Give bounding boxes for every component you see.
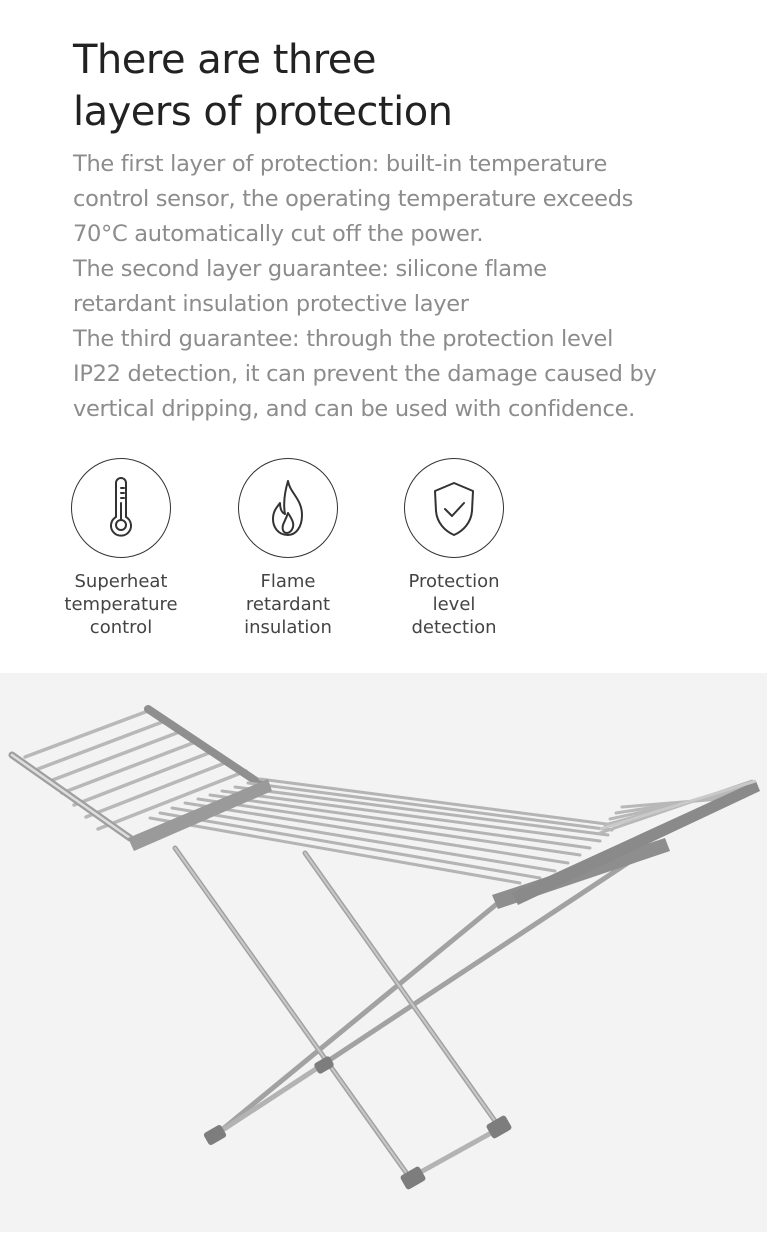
feature-label-line: Superheat (74, 571, 168, 592)
feature-label-line: level (432, 594, 476, 615)
feature-icon-circle (238, 458, 338, 558)
description-line: retardant insulation protective layer (73, 291, 469, 317)
feature-label-line: Protection (408, 571, 500, 592)
feature-label-line: insulation (244, 617, 332, 638)
headline-line-2: layers of protection (73, 89, 453, 135)
feature-label (218, 570, 358, 639)
description-line: IP22 detection, it can prevent the damage caused by (73, 361, 657, 387)
feature-icon-circle (404, 458, 504, 558)
headline (73, 34, 453, 138)
description-line: control sensor, the operating temperature exceeds (73, 186, 634, 212)
thermometer-icon (91, 473, 151, 543)
feature-protection-level-detection (384, 458, 524, 639)
headline-line-1: There are three (73, 37, 377, 83)
description-line: The second layer guarantee: silicone flame (73, 256, 547, 282)
description-line: vertical dripping, and can be used with confidence. (73, 396, 635, 422)
protection-description (73, 147, 713, 427)
feature-label-line: Flame (260, 571, 316, 592)
feature-label-line: temperature (64, 594, 178, 615)
feature-label (51, 570, 191, 639)
flame-icon (258, 473, 318, 543)
drying-rack-illustration (0, 673, 767, 1232)
feature-label-line: retardant (245, 594, 331, 615)
description-line: The first layer of protection: built-in temperature (73, 151, 608, 177)
shield-check-icon (424, 473, 484, 543)
description-line: 70°C automatically cut off the power. (73, 221, 484, 247)
feature-icon-circle (71, 458, 171, 558)
product-photo-drying-rack (0, 673, 767, 1232)
feature-label-line: control (89, 617, 153, 638)
feature-flame-retardant-insulation (218, 458, 358, 639)
feature-label-line: detection (411, 617, 497, 638)
description-line: The third guarantee: through the protection level (73, 326, 614, 352)
feature-label (384, 570, 524, 639)
feature-superheat-temperature-control (51, 458, 191, 639)
